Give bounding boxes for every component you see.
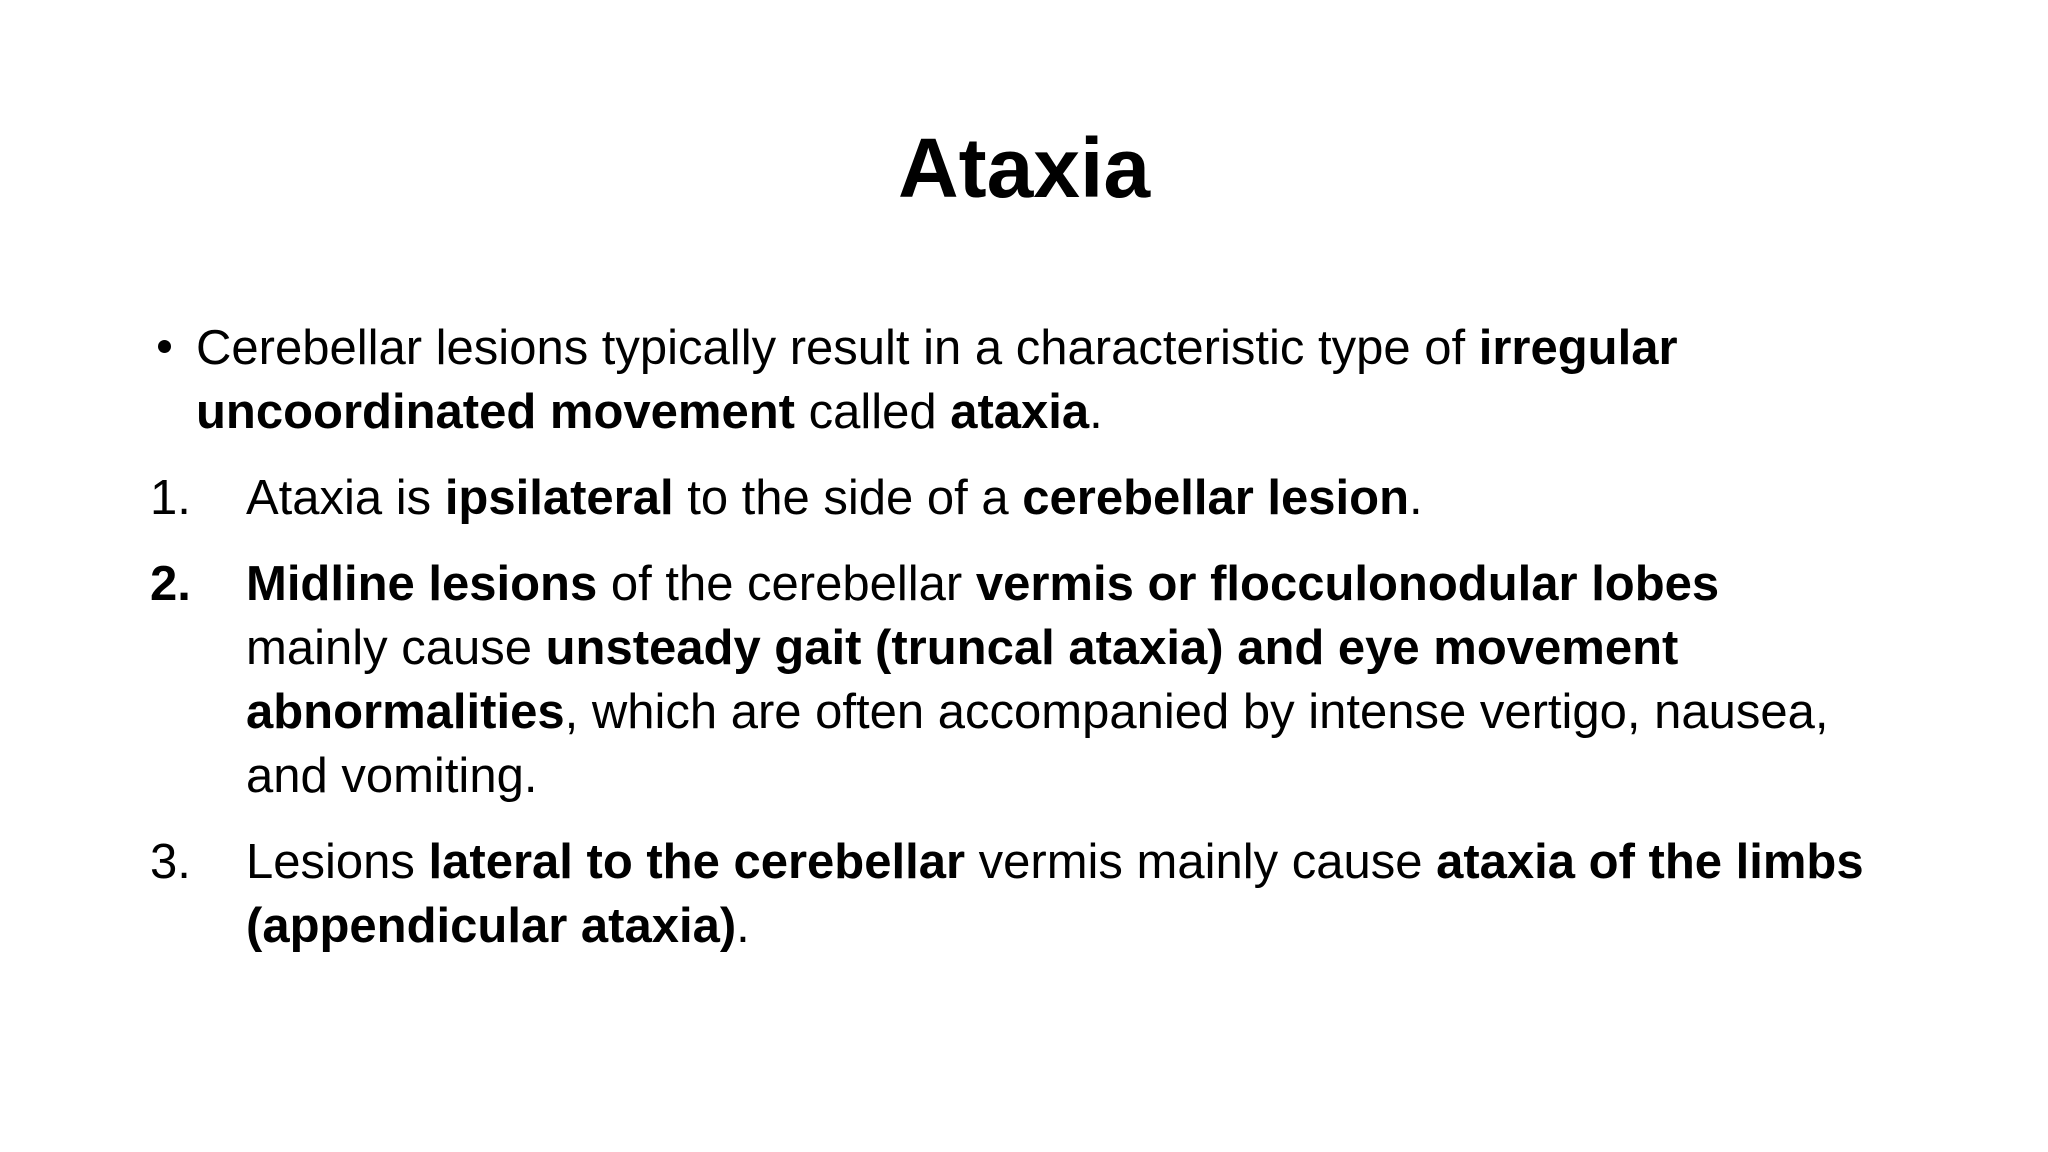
bullet-dot-icon [158, 340, 171, 353]
text-run: to the side of a [673, 471, 1023, 525]
list-number: 2. [150, 557, 191, 611]
text-run: . [736, 899, 750, 953]
text-run-bold: Midline lesions [246, 557, 598, 611]
text-run: . [1089, 385, 1103, 439]
slide-title: Ataxia [897, 121, 1151, 215]
text-run-bold: unsteady gait (truncal ataxia) and eye movement abnormalities [246, 621, 1679, 739]
text-run: Cerebellar lesions typically result in a characteristic type of [196, 321, 1479, 375]
slide-content [150, 316, 1870, 980]
text-run: mainly cause [246, 621, 546, 675]
text-run-bold: vermis or flocculonodular lobes [975, 557, 1720, 611]
text-run: called [794, 385, 951, 439]
list-number: 3. [150, 835, 191, 889]
text-run-bold: ipsilateral [444, 471, 674, 525]
text-run: vermis mainly cause [965, 835, 1437, 889]
bullet-item [150, 316, 1870, 444]
text-run-bold: lateral to the cerebellar [428, 835, 966, 889]
text-run-bold: ataxia [950, 385, 1090, 439]
text-run-bold: cerebellar lesion [1022, 471, 1410, 525]
text-run: of the cerebellar [597, 557, 976, 611]
list-number: 1. [150, 471, 191, 525]
text-run: Lesions [246, 835, 429, 889]
list-item-text [246, 835, 1864, 953]
text-run-bold: ataxia of the limbs (appendicular ataxia) [246, 835, 1864, 953]
list-item-3 [150, 830, 1870, 958]
text-run-bold: irregular uncoordinated movement [196, 321, 1678, 439]
list-item-2 [150, 552, 1870, 808]
text-run: Ataxia is [246, 471, 445, 525]
text-run: . [1409, 471, 1423, 525]
bullet-text [196, 321, 1678, 439]
list-item-1 [150, 466, 1870, 530]
text-run: , which are often accompanied by intense vertigo, nausea, and vomiting. [246, 685, 1829, 803]
list-item-text [246, 557, 1829, 803]
list-item-text [246, 471, 1423, 525]
